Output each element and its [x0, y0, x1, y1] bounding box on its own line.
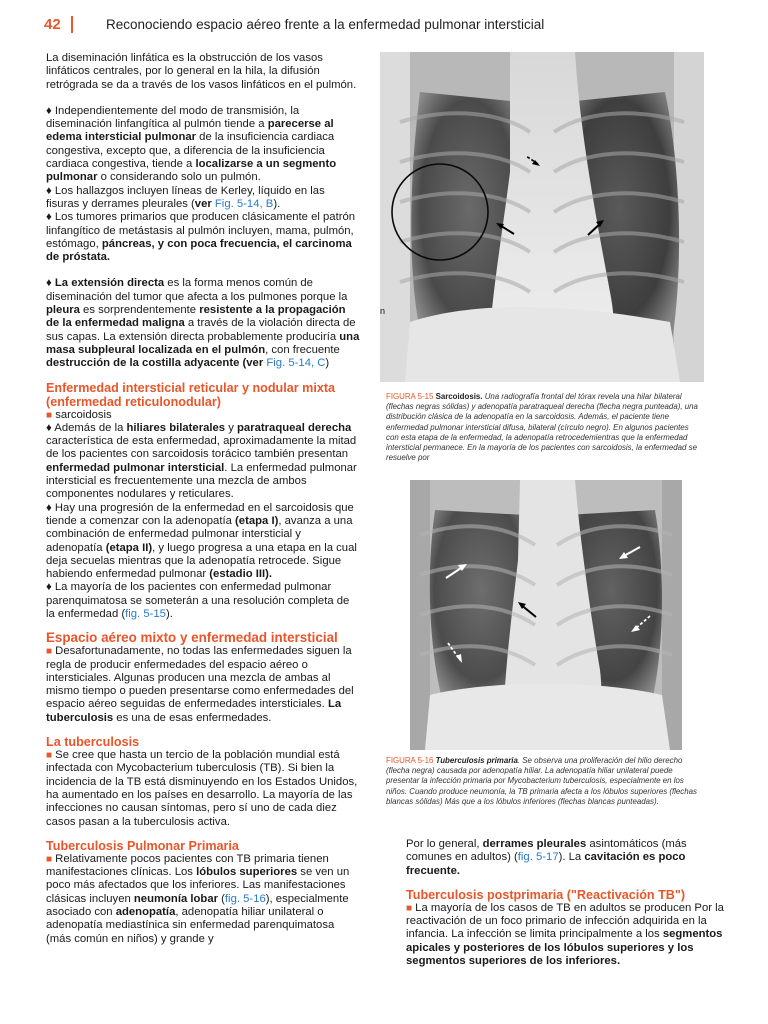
right-column [406, 838, 726, 968]
bullet-findings: ♦ Los hallazgos incluyen líneas de Kerley, líquido en las fisuras y derrames pleurales (ver Fig. 5-14, B). [46, 184, 325, 210]
square-bullet-icon: ■ [46, 853, 53, 865]
bullet-transmission: ♦ Independientemente del modo de transmisión, la diseminación linfangítica al pulmón tiende a parecerse al edema intersticial pulmonar de la insuficiencia cardiaca congestiva, excepto que, a diferencia de la insuficiencia cardiaca congestiva, tiende a localizarse a un segmento pulmonar o considerando solo un pulmón. [46, 104, 337, 184]
figure-reference-link[interactable]: Fig. 5-14, B [214, 197, 274, 210]
section-heading-tuberculosis: La tuberculosis [46, 735, 140, 750]
page-header [44, 14, 744, 38]
paragraph-pleural-effusions: Por lo general, derrames pleurales asintomáticos (más comunes en adultos) (fig. 5-17). La cavitación es poco frecuente. [406, 838, 687, 877]
figure-reference-link[interactable]: fig. 5-15 [125, 607, 166, 620]
paragraph-tuberculosis: ■ Se cree que hasta un tercio de la población mundial está infectada con Mycobacterium tuberculosis (TB). Si bien la incidencia de la TB está disminuyendo en los Estados Unidos, ha aumentado en los países en desarrollo. La mayoría de las infecciones no causan síntomas, pero sí uno de cada diez casos pasan a la tuberculosis activa. [46, 749, 358, 828]
section-heading-primary-tb: Tuberculosis Pulmonar Primaria [46, 838, 239, 853]
figure-title: Sarcoidosis. [435, 392, 483, 401]
running-title: Reconociendo espacio aéreo frente a la enfermedad pulmonar intersticial [106, 17, 545, 32]
bullet-direct-extension: ♦ La extensión directa es la forma menos común de diseminación del tumor que afecta a los pulmones porque la pleura es sorprendentemente resistente a la propagación de la enfermedad maligna a través de la violación directa de sus capas. La extensión directa probablemente produciría una masa subpleural localizada en el pulmón, con frecuente destrucción de la costilla adyacente (ver Fig. 5-14, C) [46, 277, 360, 370]
section-heading-reticulonodular: Enfermedad intersticial reticular y nodular mixta (enfermedad reticulonodular) [46, 380, 336, 409]
figure-5-16-caption: FIGURA 5-16 Tuberculosis primaria. Se observa una proliferación del hilio derecho (flecha negra) causada por adenopatía hiliar. La adenopatía hiliar unilateral puede presentar la infección primaria por Mycobacterium tuberculosis, especialmente en los niños. Cuando produce neumonía, la TB primaria afecta a los lóbulos superiores (flechas blancas sólidas) Más que a los lóbulos inferiores (flechas blancas punteadas). [386, 756, 697, 806]
chest-xray-tuberculosis [410, 480, 682, 750]
bullet-primary-tumors: ♦ Los tumores primarios que producen clásicamente el patrón linfangítico de metástasis al pulmón incluyen, mama, pulmón, estómago, páncreas, y con poca frecuencia, el carcinoma de próstata. [46, 211, 356, 264]
item-sarcoidosis: ■ sarcoidosis [46, 408, 112, 421]
paragraph-mixed: ■ Desafortunadamente, no todas las enfermedades siguen la regla de producir enfermedades del espacio aéreo o intersticiales. Algunas producen una mezcla de ambas al mismo tiempo o pueden presentarse como enfermedades del espacio aéreo seguidas de enfermedades intersticiales. La tuberculosis es una de esas enfermedades. [46, 645, 354, 724]
left-column [46, 52, 360, 946]
figure-5-15-xray-image [380, 52, 704, 382]
image-letter: n [380, 306, 386, 316]
chest-xray-sarcoidosis [380, 52, 704, 382]
bullet-hilar: ♦ Además de la hiliares bilaterales y paratraqueal derecha característica de esta enfermedad, aproximadamente la mitad de los pacientes con sarcoidosis torácico también presentan enfermedad pulmonar intersticial. La enfermedad pulmonar intersticial es frecuentemente una mezcla de ambos componentes nodulares y reticulares. [46, 421, 357, 501]
figure-reference-link[interactable]: fig. 5-17 [517, 851, 559, 864]
section-heading-mixed: Espacio aéreo mixto y enfermedad intersticial [46, 630, 338, 646]
square-bullet-icon: ■ [46, 409, 53, 421]
page-number: 42 [44, 16, 61, 33]
figure-title: Tuberculosis primaria [435, 756, 518, 765]
square-bullet-icon: ■ [46, 750, 53, 762]
square-bullet-icon: ■ [46, 646, 53, 658]
figure-label: FIGURA 5-15 [386, 392, 434, 401]
header-divider [71, 16, 73, 33]
section-heading-postprimary-tb: Tuberculosis postprimaria ("Reactivación TB") [406, 887, 686, 902]
paragraph-postprimary-tb: ■ La mayoría de los casos de TB en adultos se producen Por la reactivación de un foco primario de infección adquirida en la infancia. La infección se limita principalmente a los segmentos apicales y posteriores de los lóbulos superiores y los segmentos superiores de los inferiores. [406, 901, 724, 968]
figure-5-15-caption: FIGURA 5-15 Sarcoidosis. Una radiografía frontal del tórax revela una hilar bilateral (flechas negras sólidas) y adenopatía paratraqueal derecha (flecha negra punteada), una distribución clásica de la adenopatía en la sarcoidosis. Además, el paciente tiene enfermedad pulmonar intersticial difusa, bilateral (círculo negro). En algunos pacientes con esta etapa de la enfermedad, la adenopatía retrocedemientras que la enfermedad intersticial permanece. En la mayoría de los pacientes con sarcoidosis, la enfermedad se resuelve por [386, 392, 698, 463]
paragraph-lymphatic: La diseminación linfática es la obstrucción de los vasos linfáticos centrales, por lo general en la hila, la difusión retrógrada se da a través de los vasos linfáticos en el pulmón. [46, 52, 357, 91]
paragraph-primary-tb: ■ Relativamente pocos pacientes con TB primaria tienen manifestaciones clínicas. Los lóbulos superiores se ven un poco más afectados que los inferiores. Las manifestaciones clásicas incluyen neumonía lobar (fig. 5-16), especialmente asociado con adenopatía, adenopatía hiliar unilateral o adenopatía mediastínica sin enfermedad parenquimatosa (más común en niños) y grande y [46, 852, 350, 945]
figure-label: FIGURA 5-16 [386, 756, 434, 765]
figure-reference-link[interactable]: Fig. 5-14, C [266, 357, 326, 370]
figure-5-16-xray-image [410, 480, 682, 750]
bullet-resolution: ♦ La mayoría de los pacientes con enfermedad pulmonar parenquimatosa se someterán a una resolución completa de la enfermedad (fig. 5-15). [46, 581, 350, 620]
square-bullet-icon: ■ [406, 902, 413, 914]
bullet-progression: ♦ Hay una progresión de la enfermedad en el sarcoidosis que tiende a comenzar con la adenopatía (etapa I), avanza a una combinación de enfermedad pulmonar intersticial y adenopatía (etapa II), y luego progresa a una etapa en la cual deja secuelas mientras que la adenopatía retrocede. Sigue habiendo enfermedad pulmonar (estadio III). [46, 501, 357, 581]
figure-reference-link[interactable]: fig. 5-16 [224, 892, 266, 905]
